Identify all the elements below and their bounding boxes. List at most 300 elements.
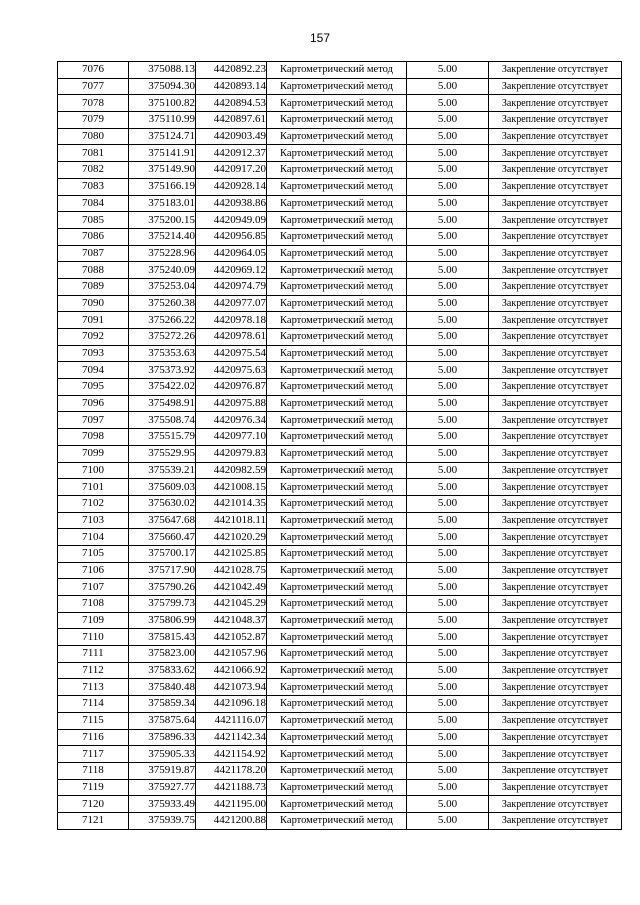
point-number-cell: 7090 <box>58 295 129 312</box>
x-coordinate-cell: 375373.92 <box>129 362 196 379</box>
point-number-cell: 7111 <box>58 646 129 663</box>
fixation-cell: Закрепление отсутствует <box>489 479 622 496</box>
method-cell: Картометрический метод <box>267 562 407 579</box>
x-coordinate-cell: 375515.79 <box>129 429 196 446</box>
fixation-cell: Закрепление отсутствует <box>489 796 622 813</box>
fixation-cell: Закрепление отсутствует <box>489 696 622 713</box>
y-coordinate-cell: 4421042.49 <box>196 579 267 596</box>
method-cell: Картометрический метод <box>267 629 407 646</box>
table-row <box>58 762 622 779</box>
y-coordinate-cell: 4420977.10 <box>196 429 267 446</box>
method-cell: Картометрический метод <box>267 646 407 663</box>
method-cell: Картометрический метод <box>267 95 407 112</box>
method-cell: Картометрический метод <box>267 762 407 779</box>
y-coordinate-cell: 4421048.37 <box>196 612 267 629</box>
method-cell: Картометрический метод <box>267 412 407 429</box>
point-number-cell: 7106 <box>58 562 129 579</box>
accuracy-cell: 5.00 <box>407 412 489 429</box>
table-row <box>58 295 622 312</box>
y-coordinate-cell: 4420975.54 <box>196 345 267 362</box>
fixation-cell: Закрепление отсутствует <box>489 612 622 629</box>
table-row <box>58 696 622 713</box>
method-cell: Картометрический метод <box>267 495 407 512</box>
y-coordinate-cell: 4420912.37 <box>196 145 267 162</box>
accuracy-cell: 5.00 <box>407 812 489 829</box>
table-row <box>58 228 622 245</box>
x-coordinate-cell: 375253.04 <box>129 278 196 295</box>
y-coordinate-cell: 4420949.09 <box>196 212 267 229</box>
fixation-cell: Закрепление отсутствует <box>489 362 622 379</box>
point-number-cell: 7115 <box>58 712 129 729</box>
table-row <box>58 412 622 429</box>
method-cell: Картометрический метод <box>267 312 407 329</box>
accuracy-cell: 5.00 <box>407 712 489 729</box>
fixation-cell: Закрепление отсутствует <box>489 329 622 346</box>
table-row <box>58 812 622 829</box>
point-number-cell: 7084 <box>58 195 129 212</box>
point-number-cell: 7120 <box>58 796 129 813</box>
fixation-cell: Закрепление отсутствует <box>489 529 622 546</box>
table-row <box>58 62 622 79</box>
fixation-cell: Закрепление отсутствует <box>489 278 622 295</box>
accuracy-cell: 5.00 <box>407 395 489 412</box>
accuracy-cell: 5.00 <box>407 796 489 813</box>
accuracy-cell: 5.00 <box>407 629 489 646</box>
y-coordinate-cell: 4421014.35 <box>196 495 267 512</box>
fixation-cell: Закрепление отсутствует <box>489 746 622 763</box>
y-coordinate-cell: 4421142.34 <box>196 729 267 746</box>
accuracy-cell: 5.00 <box>407 462 489 479</box>
point-number-cell: 7112 <box>58 662 129 679</box>
x-coordinate-cell: 375840.48 <box>129 679 196 696</box>
point-number-cell: 7095 <box>58 379 129 396</box>
x-coordinate-cell: 375183.01 <box>129 195 196 212</box>
fixation-cell: Закрепление отсутствует <box>489 195 622 212</box>
fixation-cell: Закрепление отсутствует <box>489 295 622 312</box>
accuracy-cell: 5.00 <box>407 128 489 145</box>
x-coordinate-cell: 375539.21 <box>129 462 196 479</box>
method-cell: Картометрический метод <box>267 128 407 145</box>
point-number-cell: 7118 <box>58 762 129 779</box>
point-number-cell: 7113 <box>58 679 129 696</box>
method-cell: Картометрический метод <box>267 429 407 446</box>
point-number-cell: 7091 <box>58 312 129 329</box>
y-coordinate-cell: 4420917.20 <box>196 162 267 179</box>
table-row <box>58 345 622 362</box>
method-cell: Картометрический метод <box>267 112 407 129</box>
y-coordinate-cell: 4420982.59 <box>196 462 267 479</box>
coordinates-table-body <box>58 62 622 830</box>
x-coordinate-cell: 375790.26 <box>129 579 196 596</box>
x-coordinate-cell: 375799.73 <box>129 596 196 613</box>
point-number-cell: 7096 <box>58 395 129 412</box>
point-number-cell: 7116 <box>58 729 129 746</box>
y-coordinate-cell: 4420903.49 <box>196 128 267 145</box>
point-number-cell: 7089 <box>58 278 129 295</box>
x-coordinate-cell: 375100.82 <box>129 95 196 112</box>
accuracy-cell: 5.00 <box>407 762 489 779</box>
y-coordinate-cell: 4420964.05 <box>196 245 267 262</box>
point-number-cell: 7082 <box>58 162 129 179</box>
accuracy-cell: 5.00 <box>407 429 489 446</box>
table-row <box>58 362 622 379</box>
method-cell: Картометрический метод <box>267 696 407 713</box>
x-coordinate-cell: 375896.33 <box>129 729 196 746</box>
y-coordinate-cell: 4420978.18 <box>196 312 267 329</box>
table-row <box>58 596 622 613</box>
point-number-cell: 7078 <box>58 95 129 112</box>
method-cell: Картометрический метод <box>267 162 407 179</box>
point-number-cell: 7107 <box>58 579 129 596</box>
y-coordinate-cell: 4421025.85 <box>196 545 267 562</box>
fixation-cell: Закрепление отсутствует <box>489 245 622 262</box>
y-coordinate-cell: 4420892.23 <box>196 62 267 79</box>
accuracy-cell: 5.00 <box>407 746 489 763</box>
point-number-cell: 7102 <box>58 495 129 512</box>
fixation-cell: Закрепление отсутствует <box>489 312 622 329</box>
page-number: 157 <box>309 31 331 45</box>
accuracy-cell: 5.00 <box>407 579 489 596</box>
x-coordinate-cell: 375919.87 <box>129 762 196 779</box>
accuracy-cell: 5.00 <box>407 495 489 512</box>
x-coordinate-cell: 375422.02 <box>129 379 196 396</box>
x-coordinate-cell: 375266.22 <box>129 312 196 329</box>
method-cell: Картометрический метод <box>267 78 407 95</box>
table-row <box>58 379 622 396</box>
point-number-cell: 7100 <box>58 462 129 479</box>
accuracy-cell: 5.00 <box>407 679 489 696</box>
table-row <box>58 529 622 546</box>
x-coordinate-cell: 375110.99 <box>129 112 196 129</box>
method-cell: Картометрический метод <box>267 379 407 396</box>
point-number-cell: 7080 <box>58 128 129 145</box>
method-cell: Картометрический метод <box>267 445 407 462</box>
method-cell: Картометрический метод <box>267 479 407 496</box>
x-coordinate-cell: 375094.30 <box>129 78 196 95</box>
table-row <box>58 278 622 295</box>
y-coordinate-cell: 4421195.00 <box>196 796 267 813</box>
table-row <box>58 195 622 212</box>
y-coordinate-cell: 4421188.73 <box>196 779 267 796</box>
method-cell: Картометрический метод <box>267 278 407 295</box>
table-row <box>58 95 622 112</box>
accuracy-cell: 5.00 <box>407 212 489 229</box>
point-number-cell: 7099 <box>58 445 129 462</box>
table-row <box>58 395 622 412</box>
x-coordinate-cell: 375214.40 <box>129 228 196 245</box>
y-coordinate-cell: 4421116.07 <box>196 712 267 729</box>
fixation-cell: Закрепление отсутствует <box>489 679 622 696</box>
accuracy-cell: 5.00 <box>407 112 489 129</box>
x-coordinate-cell: 375240.09 <box>129 262 196 279</box>
fixation-cell: Закрепление отсутствует <box>489 646 622 663</box>
fixation-cell: Закрепление отсутствует <box>489 779 622 796</box>
method-cell: Картометрический метод <box>267 545 407 562</box>
accuracy-cell: 5.00 <box>407 529 489 546</box>
y-coordinate-cell: 4420975.88 <box>196 395 267 412</box>
accuracy-cell: 5.00 <box>407 479 489 496</box>
y-coordinate-cell: 4421154.92 <box>196 746 267 763</box>
table-row <box>58 462 622 479</box>
table-row <box>58 262 622 279</box>
fixation-cell: Закрепление отсутствует <box>489 545 622 562</box>
table-row <box>58 779 622 796</box>
fixation-cell: Закрепление отсутствует <box>489 212 622 229</box>
y-coordinate-cell: 4420977.07 <box>196 295 267 312</box>
table-row <box>58 495 622 512</box>
fixation-cell: Закрепление отсутствует <box>489 662 622 679</box>
x-coordinate-cell: 375717.90 <box>129 562 196 579</box>
y-coordinate-cell: 4421018.11 <box>196 512 267 529</box>
x-coordinate-cell: 375630.02 <box>129 495 196 512</box>
method-cell: Картометрический метод <box>267 596 407 613</box>
y-coordinate-cell: 4421096.18 <box>196 696 267 713</box>
method-cell: Картометрический метод <box>267 529 407 546</box>
point-number-cell: 7077 <box>58 78 129 95</box>
x-coordinate-cell: 375149.90 <box>129 162 196 179</box>
x-coordinate-cell: 375529.95 <box>129 445 196 462</box>
point-number-cell: 7103 <box>58 512 129 529</box>
x-coordinate-cell: 375228.96 <box>129 245 196 262</box>
method-cell: Картометрический метод <box>267 228 407 245</box>
y-coordinate-cell: 4420978.61 <box>196 329 267 346</box>
y-coordinate-cell: 4421200.88 <box>196 812 267 829</box>
x-coordinate-cell: 375905.33 <box>129 746 196 763</box>
method-cell: Картометрический метод <box>267 178 407 195</box>
y-coordinate-cell: 4420974.79 <box>196 278 267 295</box>
method-cell: Картометрический метод <box>267 729 407 746</box>
x-coordinate-cell: 375272.26 <box>129 329 196 346</box>
y-coordinate-cell: 4420928.14 <box>196 178 267 195</box>
accuracy-cell: 5.00 <box>407 612 489 629</box>
y-coordinate-cell: 4421020.29 <box>196 529 267 546</box>
fixation-cell: Закрепление отсутствует <box>489 78 622 95</box>
method-cell: Картометрический метод <box>267 195 407 212</box>
point-number-cell: 7081 <box>58 145 129 162</box>
point-number-cell: 7093 <box>58 345 129 362</box>
fixation-cell: Закрепление отсутствует <box>489 345 622 362</box>
accuracy-cell: 5.00 <box>407 562 489 579</box>
y-coordinate-cell: 4420897.61 <box>196 112 267 129</box>
method-cell: Картометрический метод <box>267 329 407 346</box>
table-row <box>58 312 622 329</box>
x-coordinate-cell: 375498.91 <box>129 395 196 412</box>
y-coordinate-cell: 4421028.75 <box>196 562 267 579</box>
x-coordinate-cell: 375806.99 <box>129 612 196 629</box>
method-cell: Картометрический метод <box>267 295 407 312</box>
accuracy-cell: 5.00 <box>407 262 489 279</box>
y-coordinate-cell: 4421066.92 <box>196 662 267 679</box>
method-cell: Картометрический метод <box>267 212 407 229</box>
table-row <box>58 112 622 129</box>
table-row <box>58 796 622 813</box>
accuracy-cell: 5.00 <box>407 195 489 212</box>
method-cell: Картометрический метод <box>267 796 407 813</box>
fixation-cell: Закрепление отсутствует <box>489 495 622 512</box>
y-coordinate-cell: 4420894.53 <box>196 95 267 112</box>
fixation-cell: Закрепление отсутствует <box>489 228 622 245</box>
x-coordinate-cell: 375260.38 <box>129 295 196 312</box>
accuracy-cell: 5.00 <box>407 596 489 613</box>
x-coordinate-cell: 375508.74 <box>129 412 196 429</box>
fixation-cell: Закрепление отсутствует <box>489 379 622 396</box>
accuracy-cell: 5.00 <box>407 278 489 295</box>
coordinates-table <box>57 61 622 830</box>
point-number-cell: 7097 <box>58 412 129 429</box>
x-coordinate-cell: 375647.68 <box>129 512 196 529</box>
table-row <box>58 78 622 95</box>
y-coordinate-cell: 4420938.86 <box>196 195 267 212</box>
point-number-cell: 7092 <box>58 329 129 346</box>
method-cell: Картометрический метод <box>267 679 407 696</box>
x-coordinate-cell: 375815.43 <box>129 629 196 646</box>
accuracy-cell: 5.00 <box>407 779 489 796</box>
method-cell: Картометрический метод <box>267 746 407 763</box>
x-coordinate-cell: 375833.62 <box>129 662 196 679</box>
point-number-cell: 7104 <box>58 529 129 546</box>
accuracy-cell: 5.00 <box>407 145 489 162</box>
method-cell: Картометрический метод <box>267 145 407 162</box>
x-coordinate-cell: 375353.63 <box>129 345 196 362</box>
method-cell: Картометрический метод <box>267 512 407 529</box>
fixation-cell: Закрепление отсутствует <box>489 562 622 579</box>
accuracy-cell: 5.00 <box>407 95 489 112</box>
x-coordinate-cell: 375660.47 <box>129 529 196 546</box>
table-row <box>58 729 622 746</box>
fixation-cell: Закрепление отсутствует <box>489 412 622 429</box>
table-row <box>58 629 622 646</box>
table-row <box>58 612 622 629</box>
x-coordinate-cell: 375927.77 <box>129 779 196 796</box>
method-cell: Картометрический метод <box>267 662 407 679</box>
accuracy-cell: 5.00 <box>407 312 489 329</box>
x-coordinate-cell: 375823.00 <box>129 646 196 663</box>
accuracy-cell: 5.00 <box>407 729 489 746</box>
point-number-cell: 7121 <box>58 812 129 829</box>
accuracy-cell: 5.00 <box>407 62 489 79</box>
x-coordinate-cell: 375166.19 <box>129 178 196 195</box>
accuracy-cell: 5.00 <box>407 178 489 195</box>
accuracy-cell: 5.00 <box>407 512 489 529</box>
accuracy-cell: 5.00 <box>407 662 489 679</box>
fixation-cell: Закрепление отсутствует <box>489 95 622 112</box>
accuracy-cell: 5.00 <box>407 78 489 95</box>
table-row <box>58 445 622 462</box>
table-row <box>58 512 622 529</box>
fixation-cell: Закрепление отсутствует <box>489 162 622 179</box>
fixation-cell: Закрепление отсутствует <box>489 395 622 412</box>
method-cell: Картометрический метод <box>267 812 407 829</box>
fixation-cell: Закрепление отсутствует <box>489 812 622 829</box>
point-number-cell: 7119 <box>58 779 129 796</box>
method-cell: Картометрический метод <box>267 579 407 596</box>
accuracy-cell: 5.00 <box>407 646 489 663</box>
x-coordinate-cell: 375609.03 <box>129 479 196 496</box>
table-row <box>58 646 622 663</box>
table-row <box>58 329 622 346</box>
fixation-cell: Закрепление отсутствует <box>489 462 622 479</box>
table-row <box>58 662 622 679</box>
y-coordinate-cell: 4421057.96 <box>196 646 267 663</box>
point-number-cell: 7109 <box>58 612 129 629</box>
fixation-cell: Закрепление отсутствует <box>489 429 622 446</box>
fixation-cell: Закрепление отсутствует <box>489 762 622 779</box>
accuracy-cell: 5.00 <box>407 295 489 312</box>
point-number-cell: 7087 <box>58 245 129 262</box>
table-row <box>58 128 622 145</box>
table-row <box>58 679 622 696</box>
point-number-cell: 7101 <box>58 479 129 496</box>
accuracy-cell: 5.00 <box>407 345 489 362</box>
y-coordinate-cell: 4420979.83 <box>196 445 267 462</box>
point-number-cell: 7117 <box>58 746 129 763</box>
y-coordinate-cell: 4421073.94 <box>196 679 267 696</box>
method-cell: Картометрический метод <box>267 245 407 262</box>
x-coordinate-cell: 375124.71 <box>129 128 196 145</box>
y-coordinate-cell: 4420893.14 <box>196 78 267 95</box>
fixation-cell: Закрепление отсутствует <box>489 445 622 462</box>
accuracy-cell: 5.00 <box>407 379 489 396</box>
fixation-cell: Закрепление отсутствует <box>489 512 622 529</box>
method-cell: Картометрический метод <box>267 779 407 796</box>
x-coordinate-cell: 375700.17 <box>129 545 196 562</box>
accuracy-cell: 5.00 <box>407 445 489 462</box>
fixation-cell: Закрепление отсутствует <box>489 112 622 129</box>
table-row <box>58 712 622 729</box>
y-coordinate-cell: 4420956.85 <box>196 228 267 245</box>
fixation-cell: Закрепление отсутствует <box>489 128 622 145</box>
x-coordinate-cell: 375200.15 <box>129 212 196 229</box>
accuracy-cell: 5.00 <box>407 362 489 379</box>
table-row <box>58 545 622 562</box>
y-coordinate-cell: 4420976.87 <box>196 379 267 396</box>
fixation-cell: Закрепление отсутствует <box>489 596 622 613</box>
fixation-cell: Закрепление отсутствует <box>489 629 622 646</box>
x-coordinate-cell: 375141.91 <box>129 145 196 162</box>
method-cell: Картометрический метод <box>267 362 407 379</box>
table-row <box>58 245 622 262</box>
x-coordinate-cell: 375088.13 <box>129 62 196 79</box>
method-cell: Картометрический метод <box>267 262 407 279</box>
point-number-cell: 7108 <box>58 596 129 613</box>
x-coordinate-cell: 375939.75 <box>129 812 196 829</box>
table-row <box>58 579 622 596</box>
point-number-cell: 7110 <box>58 629 129 646</box>
y-coordinate-cell: 4421052.87 <box>196 629 267 646</box>
fixation-cell: Закрепление отсутствует <box>489 178 622 195</box>
y-coordinate-cell: 4420969.12 <box>196 262 267 279</box>
table-row <box>58 162 622 179</box>
method-cell: Картометрический метод <box>267 712 407 729</box>
method-cell: Картометрический метод <box>267 462 407 479</box>
y-coordinate-cell: 4421045.29 <box>196 596 267 613</box>
point-number-cell: 7085 <box>58 212 129 229</box>
x-coordinate-cell: 375933.49 <box>129 796 196 813</box>
table-row <box>58 746 622 763</box>
point-number-cell: 7088 <box>58 262 129 279</box>
point-number-cell: 7114 <box>58 696 129 713</box>
fixation-cell: Закрепление отсутствует <box>489 262 622 279</box>
table-row <box>58 479 622 496</box>
point-number-cell: 7083 <box>58 178 129 195</box>
table-row <box>58 145 622 162</box>
accuracy-cell: 5.00 <box>407 162 489 179</box>
method-cell: Картометрический метод <box>267 395 407 412</box>
x-coordinate-cell: 375859.34 <box>129 696 196 713</box>
fixation-cell: Закрепление отсутствует <box>489 712 622 729</box>
point-number-cell: 7098 <box>58 429 129 446</box>
table-row <box>58 562 622 579</box>
